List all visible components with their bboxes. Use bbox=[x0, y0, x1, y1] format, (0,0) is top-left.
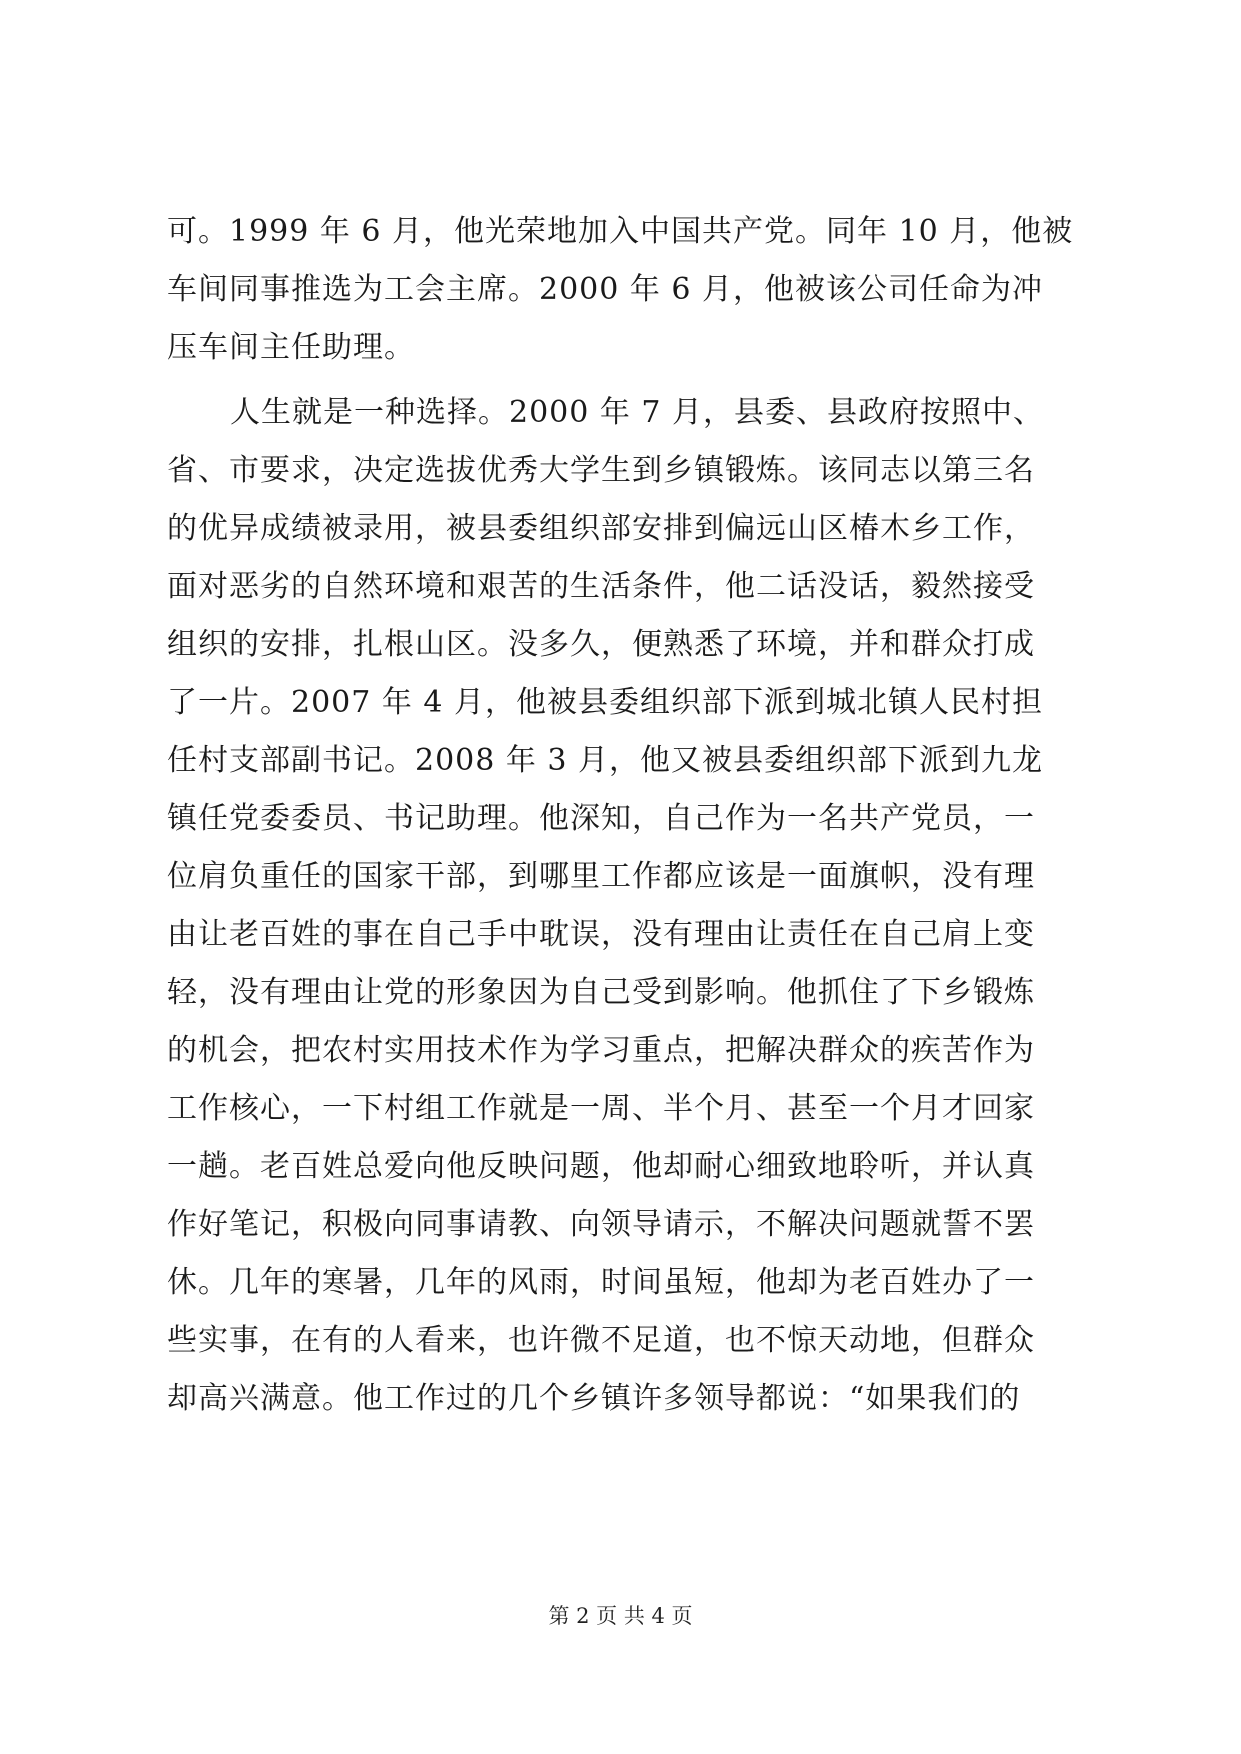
text-line: 的机会，把农村实用技术作为学习重点，把解决群众的疾苦作为 bbox=[167, 1033, 1035, 1068]
text-line: 任村支部副书记。2008 年 3 月，他又被县委组织部下派到九龙 bbox=[167, 743, 1044, 778]
text-line: 休。几年的寒暑，几年的风雨，时间虽短，他却为老百姓办了一 bbox=[167, 1265, 1035, 1300]
text-line: 轻，没有理由让党的形象因为自己受到影响。他抓住了下乡锻炼 bbox=[167, 975, 1035, 1010]
text-line: 组织的安排，扎根山区。没多久，便熟悉了环境，并和群众打成 bbox=[167, 627, 1035, 662]
paragraph-first-line: 人生就是一种选择。2000 年 7 月，县委、县政府按照中、 bbox=[230, 395, 1045, 430]
text-line: 可。1999 年 6 月，他光荣地加入中国共产党。同年 10 月，他被 bbox=[167, 214, 1074, 249]
text-line: 工作核心，一下村组工作就是一周、半个月、甚至一个月才回家 bbox=[167, 1091, 1035, 1126]
text-line: 些实事，在有的人看来，也许微不足道，也不惊天动地，但群众 bbox=[167, 1323, 1035, 1358]
text-line: 由让老百姓的事在自己手中耽误，没有理由让责任在自己肩上变 bbox=[167, 917, 1035, 952]
text-line: 省、市要求，决定选拔优秀大学生到乡镇锻炼。该同志以第三名 bbox=[167, 453, 1035, 488]
text-line: 却高兴满意。他工作过的几个乡镇许多领导都说：“如果我们的 bbox=[167, 1381, 1021, 1416]
text-line: 了一片。2007 年 4 月，他被县委组织部下派到城北镇人民村担 bbox=[167, 685, 1044, 720]
text-line: 压车间主任助理。 bbox=[167, 330, 415, 365]
text-line: 镇任党委委员、书记助理。他深知，自己作为一名共产党员，一 bbox=[167, 801, 1035, 836]
page-number-footer: 第 2 页 共 4 页 bbox=[548, 1604, 693, 1628]
text-line: 位肩负重任的国家干部，到哪里工作都应该是一面旗帜，没有理 bbox=[167, 859, 1035, 894]
text-line: 的优异成绩被录用，被县委组织部安排到偏远山区椿木乡工作， bbox=[167, 511, 1035, 546]
text-line: 一趟。老百姓总爱向他反映问题，他却耐心细致地聆听，并认真 bbox=[167, 1149, 1035, 1184]
text-line: 面对恶劣的自然环境和艰苦的生活条件，他二话没话，毅然接受 bbox=[167, 569, 1035, 604]
text-line: 车间同事推选为工会主席。2000 年 6 月，他被该公司任命为冲 bbox=[167, 272, 1044, 307]
text-line: 作好笔记，积极向同事请教、向领导请示，不解决问题就誓不罢 bbox=[167, 1207, 1035, 1242]
